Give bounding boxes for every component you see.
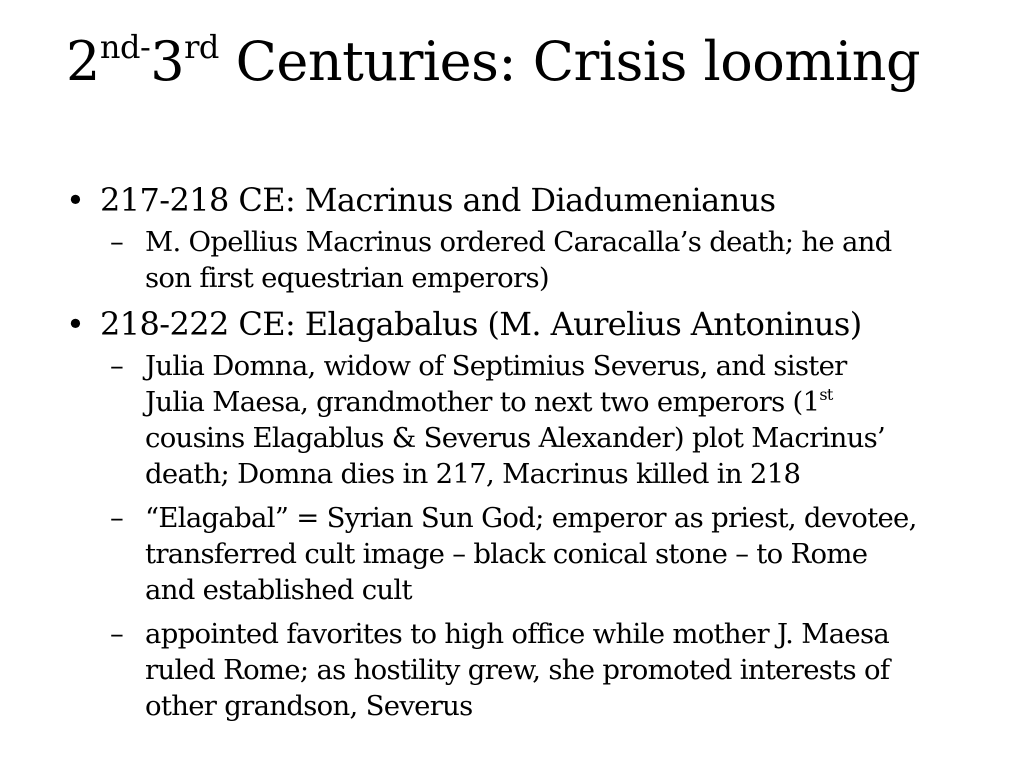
title-part-2: 3 xyxy=(150,30,185,93)
text-line xyxy=(145,384,1014,420)
title-part-3: Centuries: Crisis looming xyxy=(218,30,921,93)
bullet-elagabalus xyxy=(66,304,1014,344)
bullet-macrinus xyxy=(66,180,1014,220)
bullet-mark: • xyxy=(66,305,85,343)
ordinal-superscript: st xyxy=(819,385,833,404)
slide-title xyxy=(66,22,920,102)
sub-bullet-text xyxy=(145,616,1014,724)
text-line: “Elagabal” = Syrian Sun God; emperor as priest, devotee, xyxy=(145,502,917,534)
text-line: and established cult xyxy=(145,574,412,606)
text-line: son first equestrian emperors) xyxy=(145,262,549,294)
dash-mark: – xyxy=(110,350,124,382)
sub-bullet-elagabal-sun-god xyxy=(110,500,1014,608)
bullet-text: 217-218 CE: Macrinus and Diadumenianus xyxy=(100,181,776,219)
sub-bullet-macrinus-caracalla xyxy=(110,224,1014,296)
title-superscript-2: rd xyxy=(184,28,219,66)
text-line: transferred cult image – black conical stone – to Rome xyxy=(145,538,868,570)
bullet-text: 218-222 CE: Elagabalus (M. Aurelius Antoninus) xyxy=(100,305,862,343)
text-line: death; Domna dies in 217, Macrinus killed in 218 xyxy=(145,458,801,490)
text-line: ruled Rome; as hostility grew, she promoted interests of xyxy=(145,654,890,686)
text-line: appointed favorites to high office while mother J. Maesa xyxy=(145,618,890,650)
sub-bullet-text xyxy=(145,500,1014,608)
title-superscript-1: nd- xyxy=(99,28,151,66)
slide-body xyxy=(66,180,1014,732)
sub-bullet-favorites xyxy=(110,616,1014,724)
bullet-mark: • xyxy=(66,181,85,219)
dash-mark: – xyxy=(110,226,124,258)
text-line: Julia Domna, widow of Septimius Severus, and sister xyxy=(145,350,847,382)
dash-mark: – xyxy=(110,618,124,650)
text-line: cousins Elagablus & Severus Alexander) plot Macrinus’ xyxy=(145,422,886,454)
text-segment: Julia Maesa, grandmother to next two emperors (1 xyxy=(145,386,820,418)
dash-mark: – xyxy=(110,502,124,534)
sub-bullet-text xyxy=(145,348,1014,492)
text-line: M. Opellius Macrinus ordered Caracalla’s death; he and xyxy=(145,226,892,258)
text-line: other grandson, Severus xyxy=(145,690,473,722)
title-part-1: 2 xyxy=(66,30,100,93)
sub-bullet-text xyxy=(145,224,1014,296)
sub-bullet-julia-domna xyxy=(110,348,1014,492)
